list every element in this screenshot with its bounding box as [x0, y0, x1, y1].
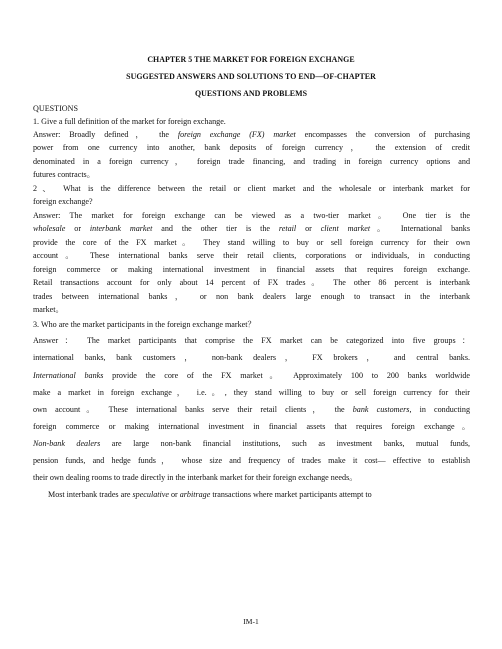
question-2-line-1: 2、 What is the difference between the retail or client market and the wholesale or interbank market for [33, 184, 470, 193]
answer-3-line-8: pension funds, and hedge funds， whose size and frequency of trades make it cost— effective to establish [33, 456, 470, 465]
answer-2-line-3: provide the core of the FX market。 They stand willing to buy or sell foreign currency for their own [33, 238, 470, 247]
answer-3-line-10 [48, 490, 470, 500]
answer-text: Most interbank trades are [48, 490, 133, 499]
answer-term: foreign exchange (FX) market [177, 130, 296, 139]
answer-3-line-7 [33, 439, 470, 449]
answer-text: encompasses the conversion of purchasing [295, 130, 471, 139]
answer-text: and the other tier is the [152, 224, 279, 233]
answer-1-line-1 [33, 130, 470, 140]
answer-term: speculative [132, 490, 169, 499]
answer-text: or [168, 490, 180, 499]
answer-3-line-3 [33, 371, 470, 381]
answer-1-line-2: power from one currency into another, bank deposits of foreign currency， the extension of credit [33, 143, 470, 152]
chapter-subtitle: SUGGESTED ANSWERS AND SOLUTIONS TO END—OF-CHAPTER [126, 72, 376, 81]
question-3: 3. Who are the market participants in the foreign exchange market？ [33, 320, 256, 329]
answer-2-line-6: Retail transactions account for only about 14 percent of FX trades。 The other 86 percent is interbank [33, 278, 470, 287]
answer-2-line-4: account。 These international banks serve their retail clients, corporations or individuals, in conducting [33, 251, 470, 260]
section-label: QUESTIONS [33, 104, 78, 113]
answer-text: are large non-bank financial institutions, such as investment banks, mutual funds, [100, 439, 470, 448]
answer-2-line-1: Answer: The market for foreign exchange can be viewed as a two-tier market。 One tier is the [33, 211, 470, 220]
answer-term: wholesale [33, 224, 66, 233]
answer-term: Non-bank dealers [33, 439, 101, 448]
answer-2-line-7: trades between international banks， or non bank dealers large enough to transact in the interbank [33, 292, 470, 301]
answer-text: transactions where market participants attempt to [210, 490, 372, 499]
chapter-title: CHAPTER 5 THE MARKET FOR FOREIGN EXCHANGE [147, 55, 355, 64]
answer-term: bank customers [352, 405, 410, 414]
answer-text: Answer: Broadly defined， the [33, 130, 178, 139]
question-1: 1. Give a full definition of the market for foreign exchange. [33, 117, 226, 126]
answer-3-line-4: make a market in foreign exchange， i.e.。, they stand willing to buy or sell foreign currency for their [33, 388, 470, 397]
page-number: IM-1 [243, 617, 259, 626]
answer-term: interbank market [89, 224, 153, 233]
answer-term: retail [278, 224, 297, 233]
answer-3-line-2: international banks, bank customers， non-bank dealers， FX brokers， and central banks. [33, 353, 470, 362]
answer-3-line-9: their own dealing rooms to trade directly in the interbank market for their foreign exchange needs。 [33, 473, 358, 482]
answer-text: , in conducting [409, 405, 470, 414]
answer-text: or [65, 224, 90, 233]
question-2-line-2: foreign exchange? [33, 197, 93, 206]
answer-3-line-5 [33, 405, 470, 415]
answer-3-line-6: foreign commerce or making international investment in financial assets that requires foreign exchange。 [33, 422, 470, 431]
answer-text: or [296, 224, 321, 233]
answer-1-line-3: denominated in a foreign currency， foreign trade financing, and trading in foreign currency options and [33, 157, 470, 166]
answer-2-line-8: market。 [33, 305, 64, 314]
answer-3-line-1: Answer： The market participants that comprise the FX market can be categorized into five groups： [33, 336, 470, 345]
answer-term: International banks [33, 371, 104, 380]
chapter-subtitle-2: QUESTIONS AND PROBLEMS [194, 89, 308, 98]
answer-1-line-4: futures contracts。 [33, 170, 95, 179]
answer-term: arbitrage [179, 490, 211, 499]
answer-2-line-2 [33, 224, 470, 234]
answer-term: client market [320, 224, 371, 233]
answer-text: provide the core of the FX market。 Approximately 100 to 200 banks worldwide [103, 371, 470, 380]
answer-text: 。 International banks [370, 224, 470, 233]
answer-2-line-5: foreign commerce or making international investment in financial assets that requires foreign exchange. [33, 265, 470, 274]
answer-text: own account。 These international banks serve their retail clients， the [33, 405, 353, 414]
